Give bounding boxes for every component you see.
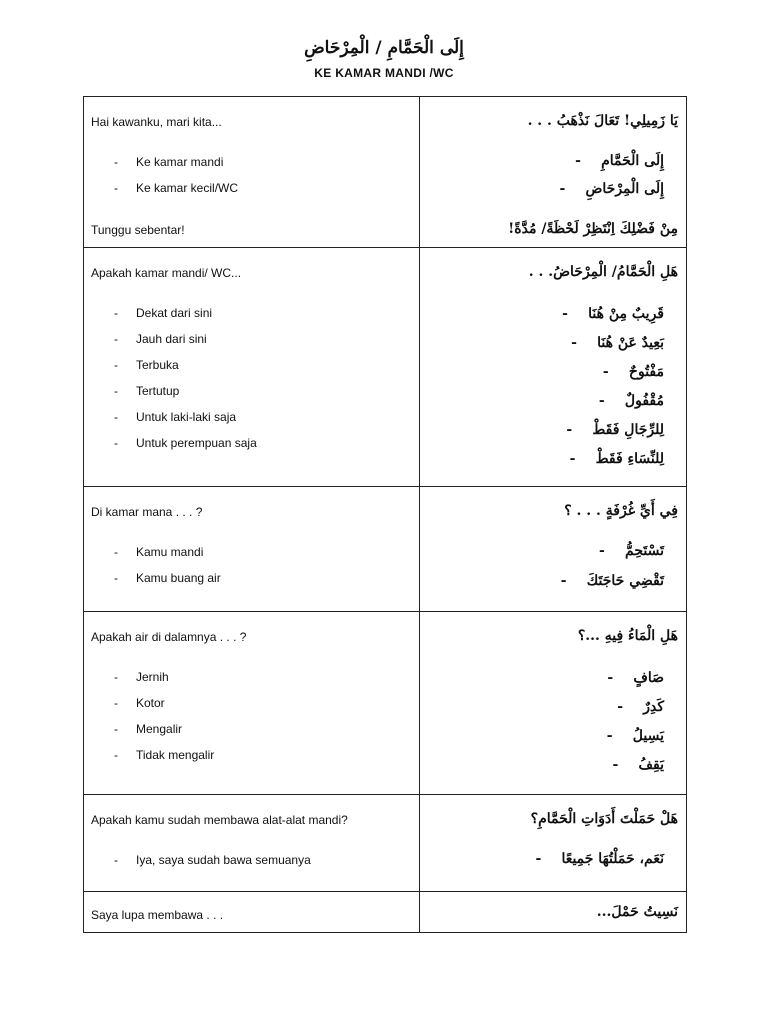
table-row (84, 97, 687, 248)
indonesian-cell (84, 612, 420, 795)
id-item: - Ke kamar kecil/WC (114, 181, 239, 195)
id-question: Di kamar mana . . . ? (91, 505, 203, 519)
ar-question: نَسِيتُ حَمْلَ... (596, 904, 678, 920)
ar-item: مَفْتُوحٌ- (602, 364, 664, 380)
id-question: Apakah air di dalamnya . . . ? (91, 630, 247, 644)
ar-item: نَعَم، حَمَلْتُهَا جَمِيعًا- (535, 851, 664, 867)
id-item: - Tidak mengalir (114, 748, 215, 762)
table-row (84, 892, 687, 933)
id-question: Saya lupa membawa . . . (91, 908, 224, 922)
title-indonesian: KE KAMAR MANDI /WC (314, 66, 454, 80)
id-item: - Mengalir (114, 722, 183, 736)
ar-item: يَسِيلُ- (606, 728, 664, 744)
ar-item: تَقْضِي حَاجَتَكَ- (560, 573, 664, 589)
ar-item: قَرِيبٌ مِنْ هُنَا- (562, 306, 664, 322)
table-row (84, 248, 687, 487)
ar-question: يَا زَمِيلِي! تَعَالَ نَذْهَبُ . . . (527, 113, 678, 129)
ar-item: بَعِيدٌ عَنْ هُنَا- (571, 335, 664, 351)
id-item: - Kotor (114, 696, 165, 710)
id-item: - Untuk laki-laki saja (114, 410, 237, 424)
ar-item: صَافٍ- (607, 670, 664, 686)
id-question: Apakah kamu sudah membawa alat-alat mandi? (91, 813, 348, 827)
id-item: - Iya, saya sudah bawa semuanya (114, 853, 311, 867)
id-item: - Tertutup (114, 384, 180, 398)
indonesian-cell (84, 97, 420, 248)
ar-item: كَدِرٌ- (617, 699, 664, 715)
indonesian-cell (84, 248, 420, 487)
indonesian-cell (84, 892, 420, 933)
ar-question: هَلِ الْمَاءُ فِيهِ ...؟ (577, 628, 678, 644)
id-item: - Terbuka (114, 358, 179, 372)
indonesian-cell (84, 795, 420, 892)
arabic-cell (420, 795, 687, 892)
ar-footer: مِنْ فَضْلِكَ اِنْتَظِرْ لَحْظَةً/ مُدَّةً! (508, 221, 678, 237)
ar-item: إِلَى الْمِرْحَاضِ- (559, 181, 664, 197)
ar-item: لِلرِّجَالِ فَقَطْ- (566, 422, 664, 438)
ar-item: لِلنِّسَاءِ فَقَطْ- (569, 451, 664, 467)
arabic-cell (420, 97, 687, 248)
ar-question: هَلِ الْحَمَّامُ/ الْمِرْحَاضُ. . . (528, 264, 678, 280)
id-item: - Jauh dari sini (114, 332, 207, 346)
id-question: Hai kawanku, mari kita... (91, 115, 222, 129)
table-row (84, 795, 687, 892)
id-item: - Jernih (114, 670, 169, 684)
id-item: - Ke kamar mandi (114, 155, 224, 169)
ar-item: مُقْفُولٌ- (598, 393, 664, 409)
id-question: Apakah kamar mandi/ WC... (91, 266, 242, 280)
table-row (84, 487, 687, 612)
indonesian-cell (84, 487, 420, 612)
ar-item: يَقِفُ- (612, 757, 664, 773)
arabic-cell (420, 248, 687, 487)
arabic-cell (420, 487, 687, 612)
id-footer: Tunggu sebentar! (91, 223, 185, 237)
id-item: - Untuk perempuan saja (114, 436, 257, 450)
id-item: - Dekat dari sini (114, 306, 213, 320)
id-item: - Kamu buang air (114, 571, 221, 585)
title-arabic: إِلَى الْحَمَّامِ / الْمِرْحَاضِ (304, 38, 464, 58)
ar-question: هَلْ حَمَلْتَ أَدَوَاتِ الْحَمَّامِ؟ (530, 811, 678, 827)
arabic-cell (420, 892, 687, 933)
table-row (84, 612, 687, 795)
ar-question: فِي أَيِّ غُرْفَةٍ . . . ؟ (564, 503, 678, 519)
arabic-cell (420, 612, 687, 795)
ar-item: تَسْتَحِمُّ- (599, 543, 664, 559)
ar-item: إِلَى الْحَمَّامِ- (575, 153, 664, 169)
id-item: - Kamu mandi (114, 545, 204, 559)
vocabulary-table (83, 96, 687, 933)
